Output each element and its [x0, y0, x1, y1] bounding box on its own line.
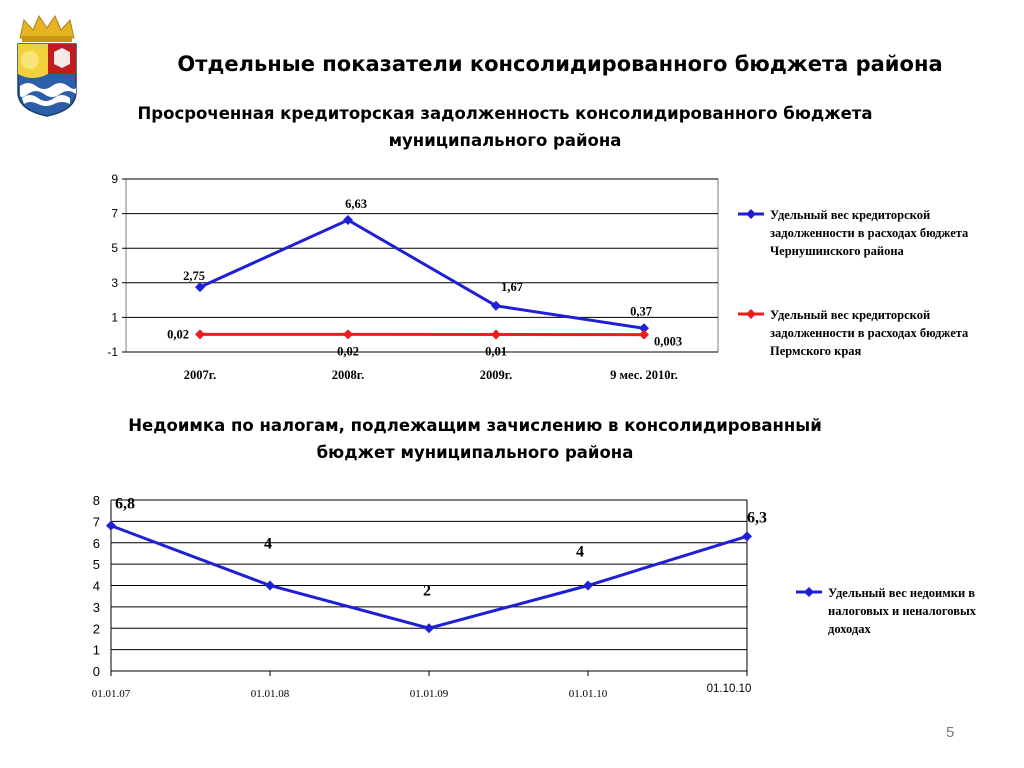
- chart2-y-tick-label: 4: [92, 578, 100, 594]
- chart2-x-tick-label: 01.01.09: [409, 688, 449, 700]
- chart1-y-tick-label: -1: [107, 345, 118, 359]
- chart2-series-line-1: [111, 526, 747, 629]
- chart2-data-label: 2: [423, 582, 431, 600]
- slide-title: Отдельные показатели консолидированного бюджета района: [177, 52, 943, 76]
- chart1-legend-label-1: Удельный вес кредиторской задолженности в расходах бюджета Чернушинского района: [770, 208, 969, 258]
- chart2-data-point: [583, 581, 593, 591]
- chart2-y-tick-label: 8: [92, 493, 100, 508]
- chart2-title-line2: бюджет муниципального района: [316, 443, 634, 462]
- chart2-data-label: 6,3: [747, 509, 767, 527]
- chart2-data-label: 4: [576, 543, 584, 561]
- chart1-x-tick-label: 2007г.: [183, 368, 217, 382]
- chart2-x-tick-label: 01.01.08: [250, 688, 290, 700]
- chart1-y-tick-label: 5: [111, 241, 118, 256]
- chart1-title-line2: муниципального района: [388, 131, 622, 150]
- chart1-y-tick-label: 3: [111, 275, 118, 290]
- chart2-legend-item-1: [794, 584, 994, 638]
- chart1-x-tick-label: 2009г.: [479, 368, 513, 382]
- chart1-title-line1: Просроченная кредиторская задолженность консолидированного бюджета: [137, 104, 873, 123]
- chart2-data-point: [424, 623, 434, 633]
- chart2-y-tick-label: 7: [92, 514, 100, 530]
- chart1-y-tick-label: 9: [111, 172, 118, 186]
- chart2-x-tick-label: 01.10.10: [706, 683, 752, 695]
- chart2-y-tick-label: 3: [92, 599, 100, 615]
- chart1-y-tick-label: 7: [111, 206, 118, 221]
- chart1-data-label: 0,02: [337, 344, 359, 359]
- chart2-data-label: 4: [264, 535, 272, 553]
- chart2-y-tick-label: 5: [92, 557, 100, 573]
- chart2-x-tick-label: 01.01.07: [91, 688, 131, 700]
- chart2-data-point: [106, 521, 116, 531]
- slide-number: 5: [946, 724, 955, 741]
- chart2-data-point: [742, 531, 752, 541]
- chart1-data-label: 2,75: [183, 269, 205, 284]
- chart2-y-tick-label: 0: [92, 664, 100, 679]
- chart1-data-label: 0,003: [653, 334, 683, 349]
- chart2-title-line1: Недоимка по налогам, подлежащим зачислению в консолидированный: [128, 416, 822, 435]
- chart1-data-label: 0,02: [167, 327, 189, 342]
- legend-line-marker-icon: [794, 584, 824, 600]
- chart1-x-tick-label: 9 мес. 2010г.: [610, 368, 678, 382]
- chart2-data-point: [265, 581, 275, 591]
- chart2-y-tick-label: 6: [92, 535, 100, 551]
- chart1-data-label: 6,63: [345, 197, 367, 212]
- chart1-data-label: 0,37: [630, 304, 652, 319]
- chart1-legend-label-2: Удельный вес кредиторской задолженности в расходах бюджета Пермского края: [770, 308, 969, 358]
- chart1-data-label: 1,67: [501, 279, 523, 294]
- chart2-y-tick-label: 1: [92, 642, 100, 658]
- chart2-y-tick-label: 2: [92, 621, 100, 637]
- chart2-data-label: 6,8: [115, 495, 135, 513]
- chart1-x-tick-label: 2008г.: [331, 368, 365, 382]
- chart1-y-tick-label: 1: [111, 310, 118, 325]
- chart1-data-label: 0,01: [485, 344, 507, 359]
- chart2-legend-label-1: Удельный вес недоимки в налоговых и неналоговых доходах: [828, 586, 976, 636]
- chart2-x-tick-label: 01.01.10: [568, 688, 608, 700]
